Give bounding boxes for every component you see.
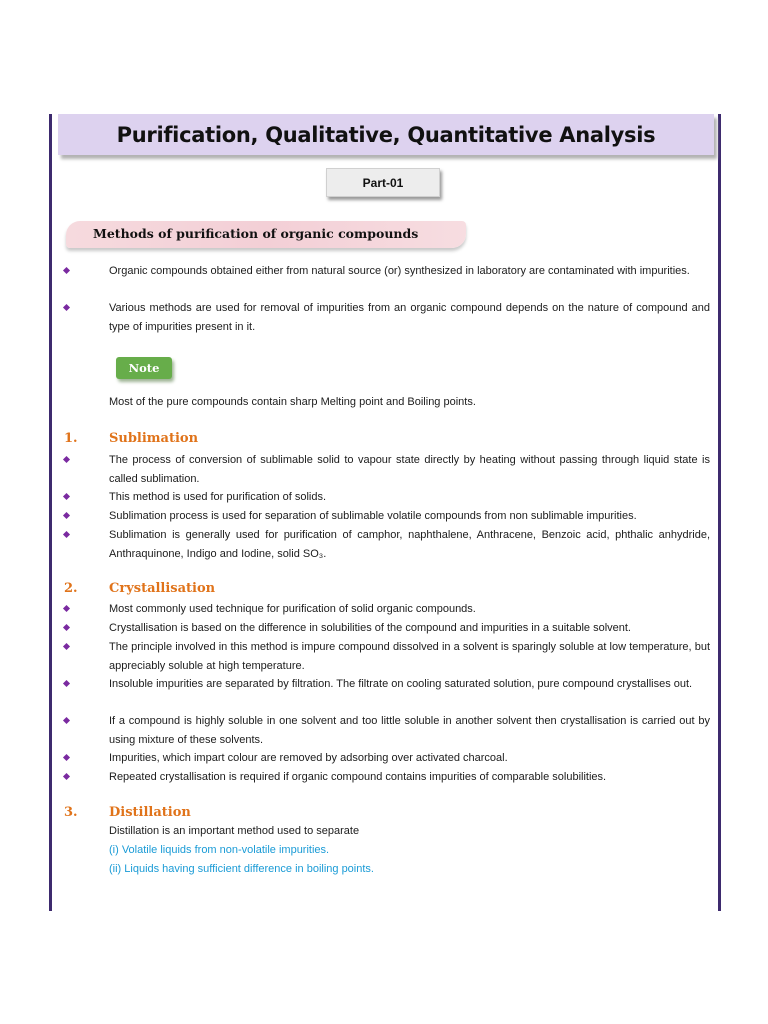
note-badge: Note: [116, 357, 172, 379]
diamond-bullet-icon: [63, 456, 70, 463]
section-number: 3.: [64, 805, 78, 820]
bullet-text: Insoluble impurities are separated by filtration. The filtrate on cooling saturated solution, pure compound crystallises out.: [109, 678, 693, 690]
diamond-bullet-icon: [63, 754, 70, 761]
distillation-item: (ii) Liquids having sufficient difference in boiling points.: [109, 863, 374, 875]
bullet-text: Repeated crystallisation is required if organic compound contains impurities of comparable solubilities.: [109, 771, 607, 783]
diamond-bullet-icon: [63, 680, 70, 687]
diamond-bullet-icon: [63, 267, 70, 274]
note-text: Most of the pure compounds contain sharp Melting point and Boiling points.: [109, 396, 476, 408]
bullet-text: Crystallisation is based on the difference in solubilities of the compound and impurities in a suitable solvent.: [109, 622, 631, 634]
section-title-crystallisation: Crystallisation: [109, 581, 216, 596]
distillation-item: (i) Volatile liquids from non-volatile impurities.: [109, 844, 330, 856]
diamond-bullet-icon: [63, 773, 70, 780]
diamond-bullet-icon: [63, 624, 70, 631]
bullet-text: Various methods are used for removal of impurities from an organic compound depends on the nature of compound and type of impurities present in it.: [109, 302, 710, 333]
section-number: 1.: [64, 431, 78, 446]
diamond-bullet-icon: [63, 304, 70, 311]
bullet-text: Sublimation is generally used for purification of camphor, naphthalene, Anthracene, Benzoic acid, phthalic anhydride, Anthraquinone, Indigo and Iodine, solid SO₃.: [109, 529, 710, 560]
part-label-box: Part-01: [326, 168, 440, 197]
diamond-bullet-icon: [63, 512, 70, 519]
bullet-text: Organic compounds obtained either from natural source (or) synthesized in laboratory are contaminated with impurities.: [109, 265, 690, 277]
diamond-bullet-icon: [63, 531, 70, 538]
diamond-bullet-icon: [63, 605, 70, 612]
section-title-sublimation: Sublimation: [109, 431, 199, 446]
methods-heading: Methods of purification of organic compounds: [93, 226, 419, 241]
left-border-rule: [49, 114, 52, 911]
section-number: 2.: [64, 581, 78, 596]
distillation-intro: Distillation is an important method used to separate: [109, 825, 360, 837]
bullet-text: Most commonly used technique for purification of solid organic compounds.: [109, 603, 476, 615]
diamond-bullet-icon: [63, 493, 70, 500]
page-title: Purification, Qualitative, Quantitative Analysis: [116, 122, 656, 147]
bullet-text: The principle involved in this method is impure compound dissolved in a solvent is sparingly soluble at low temperature, but appreciably soluble at high temperature.: [109, 641, 710, 672]
diamond-bullet-icon: [63, 643, 70, 650]
right-border-rule: [718, 114, 721, 911]
bullet-text: This method is used for purification of solids.: [109, 491, 327, 503]
diamond-bullet-icon: [63, 717, 70, 724]
section-title-distillation: Distillation: [109, 805, 191, 820]
title-banner: [58, 114, 714, 155]
methods-heading-banner: [66, 221, 466, 248]
bullet-text: The process of conversion of sublimable solid to vapour state directly by heating without passing through liquid state is called sublimation.: [109, 454, 710, 485]
bullet-text: Impurities, which impart colour are removed by adsorbing over activated charcoal.: [109, 752, 508, 764]
bullet-text: Sublimation process is used for separation of sublimable volatile compounds from non sublimable impurities.: [109, 510, 637, 522]
bullet-text: If a compound is highly soluble in one solvent and too little soluble in another solvent then crystallisation is carried out by using mixture of these solvents.: [109, 715, 710, 746]
